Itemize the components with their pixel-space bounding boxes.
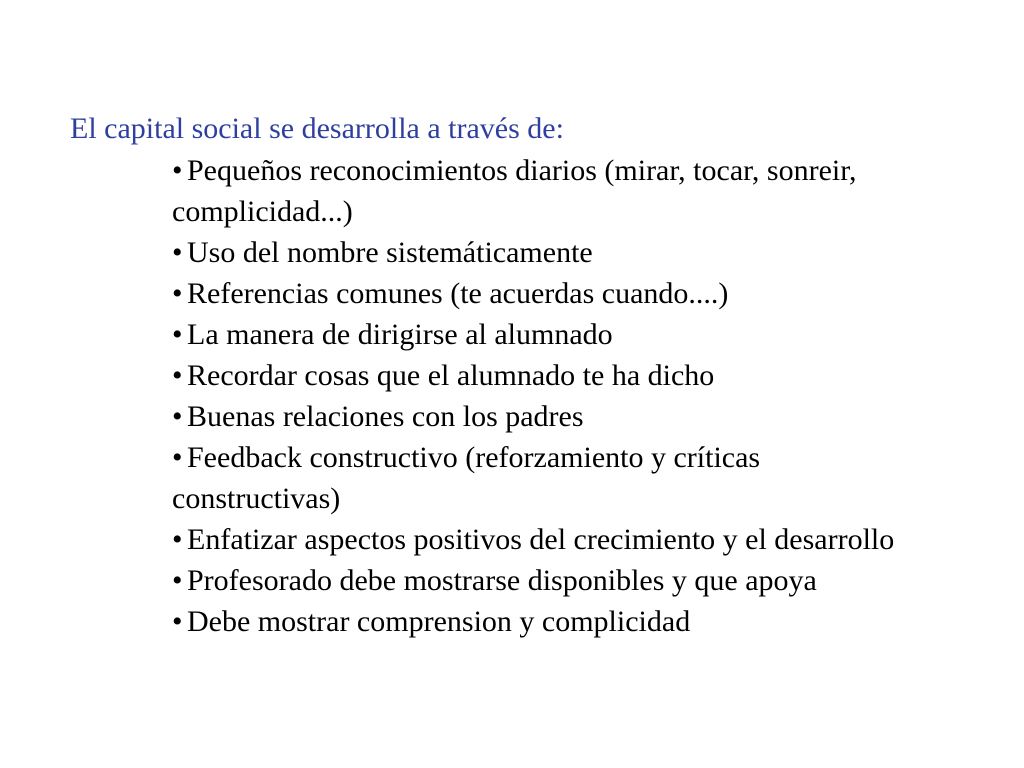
bullet-icon: • bbox=[172, 523, 183, 556]
list-item bbox=[172, 396, 922, 437]
list-item bbox=[172, 437, 922, 519]
list-item-text: Recordar cosas que el alumnado te ha dicho bbox=[187, 359, 715, 392]
list-item-text: Debe mostrar comprension y complicidad bbox=[187, 605, 691, 638]
bullet-icon: • bbox=[172, 605, 183, 638]
bullet-icon: • bbox=[172, 154, 183, 187]
bullet-icon: • bbox=[172, 441, 183, 474]
list-item bbox=[172, 601, 922, 642]
list-item-text: Referencias comunes (te acuerdas cuando....) bbox=[187, 277, 729, 310]
bullet-icon: • bbox=[172, 236, 183, 269]
list-item bbox=[172, 150, 922, 232]
list-item-text: Profesorado debe mostrarse disponibles y que apoya bbox=[187, 564, 817, 597]
list-item-text: Feedback constructivo (reforzamiento y críticas constructivas) bbox=[172, 441, 761, 515]
list-item bbox=[172, 273, 922, 314]
bullet-list bbox=[172, 150, 922, 642]
list-item bbox=[172, 232, 922, 273]
list-item-text: Uso del nombre sistemáticamente bbox=[187, 236, 593, 269]
bullet-icon: • bbox=[172, 318, 183, 351]
bullet-icon: • bbox=[172, 359, 183, 392]
list-item bbox=[172, 519, 922, 560]
bullet-icon: • bbox=[172, 277, 183, 310]
list-item-text: Buenas relaciones con los padres bbox=[187, 400, 584, 433]
list-item bbox=[172, 314, 922, 355]
list-item-text: Enfatizar aspectos positivos del crecimiento y el desarrollo bbox=[187, 523, 895, 556]
bullet-icon: • bbox=[172, 400, 183, 433]
bullet-icon: • bbox=[172, 564, 183, 597]
list-item-text: Pequeños reconocimientos diarios (mirar, tocar, sonreir, complicidad...) bbox=[172, 154, 857, 228]
list-item bbox=[172, 355, 922, 396]
list-item bbox=[172, 560, 922, 601]
list-item-text: La manera de dirigirse al alumnado bbox=[187, 318, 613, 351]
slide-heading: El capital social se desarrolla a través de: bbox=[70, 112, 564, 145]
